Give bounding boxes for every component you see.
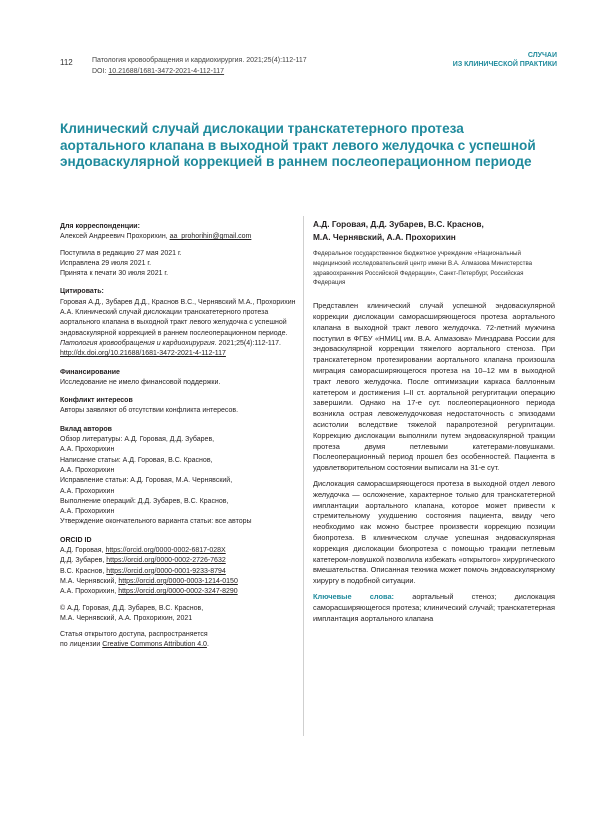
orcid-line: [60, 546, 296, 556]
orcid-line: [60, 556, 296, 566]
author-line: М.А. Чернявский, А.А. Прохорихин: [313, 231, 456, 242]
funding-text: Исследование не имело финансовой поддержки.: [60, 378, 221, 386]
column-divider: [303, 216, 304, 736]
contribution-line: Исправление статьи: А.Д. Горовая, М.А. Чернявский,: [60, 477, 233, 485]
copyright-line: М.А. Чернявский, А.А. Прохорихин, 2021: [60, 614, 193, 622]
citation: [60, 298, 296, 349]
affiliation: Федеральное государственное бюджетное учреждение «Национальный медицинский исследовательский центр имени В.А. Алмазова Министерства здравоохранения Российской Федерации», Санкт-Петербург, Российская Федерация: [313, 250, 533, 287]
keywords-label: Ключевые слова:: [313, 591, 395, 601]
doi-prefix: DOI:: [92, 68, 109, 75]
revised-date: Исправлена 29 июля 2021 г.: [60, 259, 152, 267]
license-line: Статья открытого доступа, распространяется: [60, 631, 208, 639]
conflict-text: Авторы заявляют об отсутствии конфликта интересов.: [60, 407, 239, 415]
abstract-paragraph: Дислокация саморасширяющегося протеза в выходной отдел левого желудочка — осложнение, характерное только для транскатетерной имплантации аортального клапана, которое может привести к стремительному ухудшению состояния пациента, ввиду чего необходимо как можно быстрее произвести коррекцию позиции биопротеза. В клиническом случае успешная эндоваскулярная коррекция дислокации биопротеза с помощью тракции петлевым катетером-ловушкой позволила избежать «открытого» хирургического вмешательства. Описанная техника может помочь эндоваскулярному хирургу в подобной ситуации.: [313, 478, 555, 586]
citation-text: Горовая А.Д., Зубарев Д.Д., Краснов В.С., Чернявский М.А., Прохорихин А.А. Клинический случай дислокации транскатетерного протеза аортального клапана в выходной тракт левого желудочка с успешной эндоваскулярной коррекцией в раннем послеоперационном периоде.: [60, 298, 296, 337]
page-number: 112: [60, 58, 73, 67]
orcid-link[interactable]: https://orcid.org/0000-0001-9233-8794: [106, 567, 226, 575]
correspondence-email-link[interactable]: aa_prohorihin@gmail.com: [169, 233, 252, 241]
author-line: А.Д. Горовая, Д.Д. Зубарев, В.С. Краснов,: [313, 219, 484, 229]
doi-line: [92, 66, 307, 77]
correspondence-heading: Для корреспонденции:: [60, 223, 140, 230]
accepted-date: Принята к печати 30 июля 2021 г.: [60, 270, 169, 278]
correspondence-name: Алексей Андреевич Прохорихин,: [60, 233, 170, 241]
contribution-line: Обзор литературы: А.Д. Горовая, Д.Д. Зубарев,: [60, 436, 215, 444]
correspondence: [60, 232, 296, 242]
orcid-author: М.А. Чернявский,: [60, 577, 119, 585]
contribution-line: Написание статьи: А.Д. Горовая, В.С. Краснов,: [60, 456, 213, 464]
orcid-author: Д.Д. Зубарев,: [60, 557, 107, 565]
orcid-link[interactable]: https://orcid.org/0000-0002-2726-7632: [106, 557, 226, 565]
keywords-text: аортальный стеноз; дислокация саморасширяющегося протеза; клинический случай; транскатетерная имплантация аортального клапана: [313, 591, 555, 623]
orcid-author: А.Д. Горовая,: [60, 547, 106, 555]
orcid-line: [60, 577, 296, 587]
abstract-paragraph: Представлен клинический случай успешной эндоваскулярной коррекции дислокации саморасширяющегося протеза аортального клапана в выходной тракт левого желудочка. 72-летний мужчина поступил в ФГБУ «НМИЦ им. В.А. Алмазова» Минздрава России для эндоваскулярной коррекции тяжелого аортального стеноза. При транскатетерном протезировании аортального клапана произошла миграция саморасширяющегося протеза на 10–12 мм в выходной тракт левого желудочка. После оптимизации каркаса баллонным катетером и достижения I–II ст. аортальной регургитации операцию завершили. Однако на 17-е сут. послеоперационного периода возникла острая левожелудочковая недостаточность с эпизодами асистолии вследствие тяжелой парапротезной регургитации. Коррекцию дислокации выполнили путем эндоваскулярной тракции протеза двумя петлевыми катетерами-ловушками. Послеоперационный период прошел без особенностей. Пациента в удовлетворительном состоянии выписали на 31-е сут.: [313, 301, 555, 473]
orcid-link[interactable]: https://orcid.org/0000-0002-3247-8290: [118, 588, 238, 596]
right-column: [313, 218, 555, 629]
contribution-line: А.А. Прохорихин: [60, 446, 115, 454]
citation-tail: . 2021;25(4):112-117.: [214, 339, 281, 347]
section-label-line2: ИЗ КЛИНИЧЕСКОЙ ПРАКТИКИ: [452, 61, 557, 68]
copyright-line: © А.Д. Горовая, Д.Д. Зубарев, В.С. Краснов,: [60, 604, 204, 612]
contribution-line: Утверждение окончательного варианта статьи: все авторы: [60, 518, 252, 526]
citation-journal: Патология кровообращения и кардиохирургия: [60, 339, 215, 347]
contribution-line: А.А. Прохорихин: [60, 466, 115, 474]
orcid-line: [60, 567, 296, 577]
license-prefix: по лицензии: [60, 641, 103, 649]
doi-link[interactable]: 10.21688/1681-3472-2021-4-112-117: [108, 68, 225, 75]
received-date: Поступила в редакцию 27 мая 2021 г.: [60, 249, 182, 257]
contribution-line: А.А. Прохорихин: [60, 508, 115, 516]
author-list: [313, 218, 555, 243]
conflict-heading: Конфликт интересов: [60, 397, 133, 405]
orcid-link[interactable]: https://orcid.org/0000-0003-1214-0150: [118, 577, 238, 585]
citation-url-link[interactable]: http://dx.doi.org/10.21688/1681-3472-2021-4-112-117: [60, 350, 226, 358]
license-line: [60, 640, 296, 650]
citation-url-line: [60, 349, 296, 359]
section-label: [453, 51, 557, 69]
contribution-heading: Вклад авторов: [60, 425, 112, 433]
orcid-heading: ORCID ID: [60, 536, 92, 544]
license-end: .: [206, 641, 209, 649]
license-link[interactable]: Creative Commons Attribution 4.0: [102, 641, 207, 649]
left-column: [60, 222, 296, 651]
orcid-line: [60, 587, 296, 597]
journal-citation: Патология кровообращения и кардиохирургия. 2021;25(4):112-117: [92, 57, 307, 64]
article-title: Клинический случай дислокации транскатетерного протеза аортального клапана в выходной тракт левого желудочка с успешной эндоваскулярной коррекцией в раннем послеоперационном периоде: [60, 121, 536, 169]
contribution-line: Выполнение операций: Д.Д. Зубарев, В.С. Краснов,: [60, 497, 229, 505]
orcid-author: В.С. Краснов,: [60, 567, 107, 575]
contribution-line: А.А. Прохорихин: [60, 487, 115, 495]
orcid-author: А.А. Прохорихин,: [60, 588, 119, 596]
keywords: [313, 592, 555, 624]
journal-header: [92, 55, 307, 77]
abstract: [313, 301, 555, 624]
section-label-line1: СЛУЧАИ: [527, 52, 557, 59]
orcid-link[interactable]: https://orcid.org/0000-0002-6817-028X: [105, 547, 226, 555]
cite-heading: Цитировать:: [60, 288, 104, 296]
funding-heading: Финансирование: [60, 368, 120, 376]
